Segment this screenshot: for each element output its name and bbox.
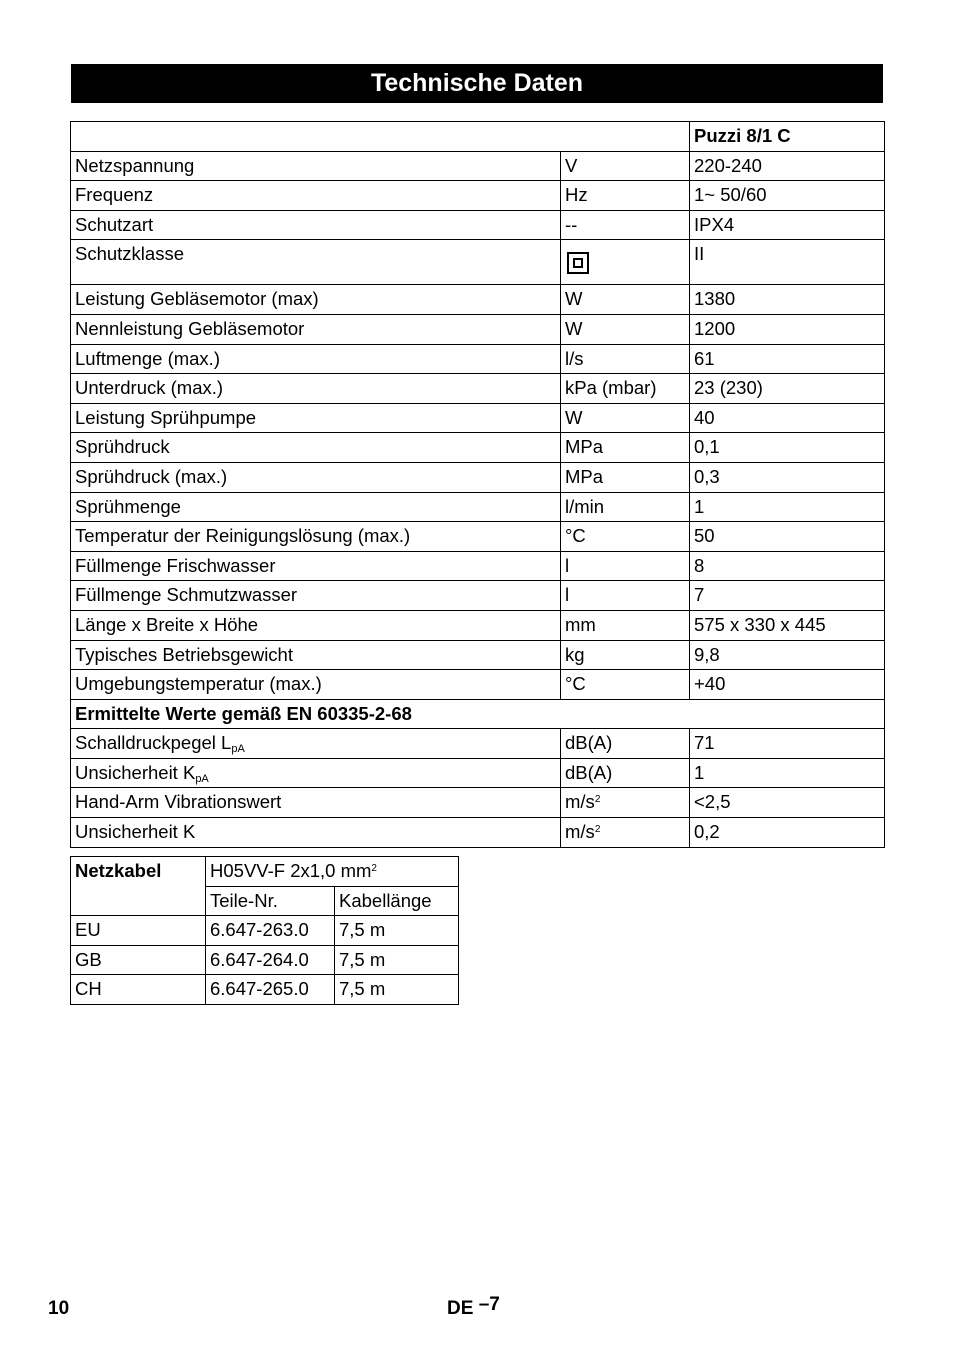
table-row <box>71 857 459 887</box>
table-row <box>71 492 885 522</box>
spec-name: Unterdruck (max.) <box>71 374 561 404</box>
section-heading-row <box>71 699 885 729</box>
column-header-length: Kabellänge <box>335 886 459 916</box>
spec-unit: dB(A) <box>561 729 690 759</box>
spec-name: Netzspannung <box>71 151 561 181</box>
page-title: Technische Daten <box>71 64 883 103</box>
spec-name: Füllmenge Schmutzwasser <box>71 581 561 611</box>
table-row <box>71 916 459 946</box>
cable-type-text: H05VV-F 2x1,0 mm <box>210 860 372 881</box>
spec-unit: kPa (mbar) <box>561 374 690 404</box>
spec-unit: l/min <box>561 492 690 522</box>
country-cell: GB <box>71 945 206 975</box>
spec-value: 1~ 50/60 <box>690 181 885 211</box>
table-row <box>71 610 885 640</box>
spec-name <box>71 758 561 788</box>
superscript: 2 <box>371 863 377 874</box>
spec-value: <2,5 <box>690 788 885 818</box>
header-empty-cell <box>71 122 690 152</box>
spec-unit: W <box>561 314 690 344</box>
spec-unit: °C <box>561 670 690 700</box>
subscript: pA <box>195 772 209 785</box>
spec-unit: l <box>561 551 690 581</box>
part-number-cell: 6.647-265.0 <box>206 975 335 1005</box>
spec-unit: W <box>561 285 690 315</box>
length-cell: 7,5 m <box>335 916 459 946</box>
table-row <box>71 581 885 611</box>
table-row <box>71 551 885 581</box>
subscript: pA <box>231 743 245 756</box>
column-header-part: Teile-Nr. <box>206 886 335 916</box>
spec-unit <box>561 818 690 848</box>
table-header-row <box>71 122 885 152</box>
spec-value: 1 <box>690 758 885 788</box>
spec-value: 0,1 <box>690 433 885 463</box>
table-row <box>71 758 885 788</box>
spec-name: Frequenz <box>71 181 561 211</box>
table-row <box>71 285 885 315</box>
spec-unit: W <box>561 403 690 433</box>
table-row <box>71 788 885 818</box>
section-page-label <box>447 1294 500 1320</box>
table-row <box>71 462 885 492</box>
cable-type <box>206 857 459 887</box>
spec-name: Typisches Betriebsgewicht <box>71 640 561 670</box>
spec-value: 575 x 330 x 445 <box>690 610 885 640</box>
table-row <box>71 210 885 240</box>
length-cell: 7,5 m <box>335 945 459 975</box>
spec-unit: mm <box>561 610 690 640</box>
spec-unit: V <box>561 151 690 181</box>
part-number-cell: 6.647-264.0 <box>206 945 335 975</box>
section-page-number: 7 <box>489 1294 500 1315</box>
spec-value: 1 <box>690 492 885 522</box>
superscript: 2 <box>594 824 601 836</box>
spec-unit <box>561 788 690 818</box>
spec-unit: MPa <box>561 462 690 492</box>
length-cell: 7,5 m <box>335 975 459 1005</box>
table-row <box>71 433 885 463</box>
table-row <box>71 818 885 848</box>
spec-value: 0,3 <box>690 462 885 492</box>
table-row <box>71 640 885 670</box>
part-number-cell: 6.647-263.0 <box>206 916 335 946</box>
table-row <box>71 522 885 552</box>
spec-value: 9,8 <box>690 640 885 670</box>
section-heading: Ermittelte Werte gemäß EN 60335-2-68 <box>71 699 885 729</box>
spec-value: IPX4 <box>690 210 885 240</box>
spec-name: Hand-Arm Vibrationswert <box>71 788 561 818</box>
spec-name: Sprühdruck <box>71 433 561 463</box>
spec-value: 50 <box>690 522 885 552</box>
table-row <box>71 670 885 700</box>
spec-name: Leistung Gebläsemotor (max) <box>71 285 561 315</box>
page-number: 10 <box>48 1298 70 1319</box>
spec-unit: kg <box>561 640 690 670</box>
table-row <box>71 344 885 374</box>
country-cell: EU <box>71 916 206 946</box>
table-row <box>71 240 885 285</box>
page-dash: – <box>478 1294 490 1315</box>
spec-unit: MPa <box>561 433 690 463</box>
spec-name: Nennleistung Gebläsemotor <box>71 314 561 344</box>
country-cell: CH <box>71 975 206 1005</box>
table-row <box>71 729 885 759</box>
table-row <box>71 314 885 344</box>
spec-name: Füllmenge Frischwasser <box>71 551 561 581</box>
spec-unit: l/s <box>561 344 690 374</box>
spec-value: 1380 <box>690 285 885 315</box>
spec-unit: °C <box>561 522 690 552</box>
spec-value: 1200 <box>690 314 885 344</box>
spec-value: +40 <box>690 670 885 700</box>
spec-value: 40 <box>690 403 885 433</box>
table-row <box>71 403 885 433</box>
spec-value: 0,2 <box>690 818 885 848</box>
spec-value: 8 <box>690 551 885 581</box>
spec-value: 71 <box>690 729 885 759</box>
spec-name: Schutzklasse <box>71 240 561 285</box>
unit-text: m/s <box>565 821 595 843</box>
spec-name: Schutzart <box>71 210 561 240</box>
spec-value: 220-240 <box>690 151 885 181</box>
spec-unit: -- <box>561 210 690 240</box>
table-row <box>71 374 885 404</box>
model-name: Puzzi 8/1 C <box>690 122 885 152</box>
table-row <box>71 181 885 211</box>
language-code: DE <box>447 1298 474 1319</box>
spec-name: Unsicherheit K <box>71 818 561 848</box>
power-cable-table <box>70 856 459 1005</box>
spec-name: Luftmenge (max.) <box>71 344 561 374</box>
spec-name: Umgebungstemperatur (max.) <box>71 670 561 700</box>
spec-name: Sprühdruck (max.) <box>71 462 561 492</box>
spec-unit: dB(A) <box>561 758 690 788</box>
table-row <box>71 975 459 1005</box>
spec-name-text: Schalldruckpegel L <box>75 732 232 754</box>
spec-name: Länge x Breite x Höhe <box>71 610 561 640</box>
spec-unit: Hz <box>561 181 690 211</box>
table-row <box>71 945 459 975</box>
table-row <box>71 151 885 181</box>
spec-name <box>71 729 561 759</box>
spec-value: 23 (230) <box>690 374 885 404</box>
spec-name: Sprühmenge <box>71 492 561 522</box>
protection-class-2-icon <box>567 252 589 274</box>
spec-value: II <box>690 240 885 285</box>
spec-name: Leistung Sprühpumpe <box>71 403 561 433</box>
spec-name: Temperatur der Reinigungslösung (max.) <box>71 522 561 552</box>
spec-unit: l <box>561 581 690 611</box>
technical-data-table <box>70 121 885 848</box>
spec-unit <box>561 240 690 285</box>
superscript: 2 <box>594 794 601 806</box>
spec-value: 7 <box>690 581 885 611</box>
spec-name-text: Unsicherheit K <box>75 761 196 783</box>
spec-value: 61 <box>690 344 885 374</box>
unit-text: m/s <box>565 791 595 813</box>
cable-label: Netzkabel <box>71 857 206 916</box>
